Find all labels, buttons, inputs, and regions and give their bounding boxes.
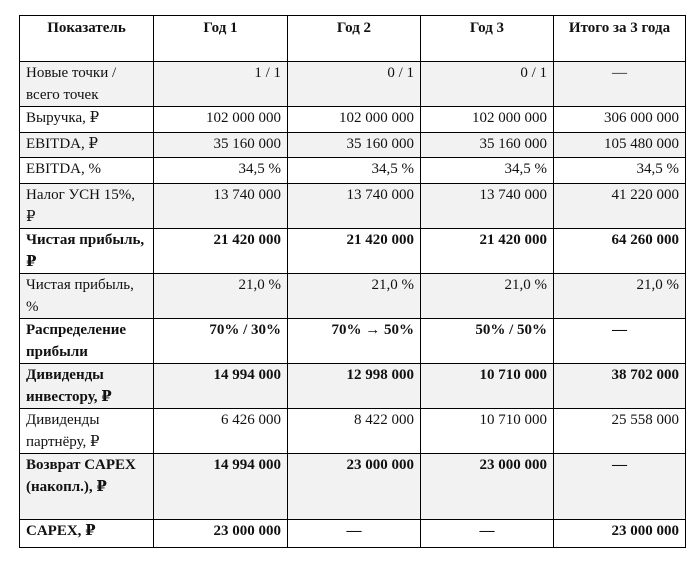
table-row [20,107,686,133]
value-cell: 306 000 000 [554,107,686,133]
row-label: Распределение прибыли [20,319,154,364]
value-cell: 23 000 000 [154,520,288,548]
value-cell: 13 740 000 [288,184,421,229]
value-cell: 21 420 000 [288,229,421,274]
table-row [20,184,686,229]
value-cell: 0 / 1 [421,62,554,107]
row-label: CAPEX, ₽ [20,520,154,548]
value-cell: 23 000 000 [421,454,554,520]
value-cell: 21 420 000 [421,229,554,274]
value-cell: 102 000 000 [288,107,421,133]
table-row [20,158,686,184]
value-cell: 0 / 1 [288,62,421,107]
table-row [20,229,686,274]
value-cell: 13 740 000 [421,184,554,229]
value-cell: 10 710 000 [421,364,554,409]
table-row [20,274,686,319]
value-cell: 23 000 000 [554,520,686,548]
value-cell: 70% / 30% [154,319,288,364]
header-cell: Год 2 [288,16,421,62]
value-cell: 8 422 000 [288,409,421,454]
value-cell: 13 740 000 [154,184,288,229]
value-cell: 21,0 % [288,274,421,319]
value-cell: 10 710 000 [421,409,554,454]
value-cell: 105 480 000 [554,133,686,158]
value-cell: 34,5 % [288,158,421,184]
value-cell: 25 558 000 [554,409,686,454]
row-label: Дивиденды инвестору, ₽ [20,364,154,409]
value-cell: 23 000 000 [288,454,421,520]
value-cell: 34,5 % [421,158,554,184]
value-cell: 102 000 000 [154,107,288,133]
value-cell: 6 426 000 [154,409,288,454]
value-cell: 21,0 % [421,274,554,319]
value-cell: 41 220 000 [554,184,686,229]
value-cell: 35 160 000 [288,133,421,158]
header-cell: Показатель [20,16,154,62]
value-cell: 35 160 000 [154,133,288,158]
row-label: Возврат CAPEX (накопл.), ₽ [20,454,154,520]
row-label: Выручка, ₽ [20,107,154,133]
value-cell: 21,0 % [554,274,686,319]
table-row [20,319,686,364]
table-row [20,520,686,548]
financial-table [19,15,686,548]
value-cell: 1 / 1 [154,62,288,107]
header-row [20,16,686,62]
row-label: Новые точки / всего точек [20,62,154,107]
table-row [20,409,686,454]
row-label: Чистая прибыль, % [20,274,154,319]
value-cell: 34,5 % [554,158,686,184]
header-cell: Итого за 3 года [554,16,686,62]
header-cell: Год 3 [421,16,554,62]
row-label: Дивиденды партнёру, ₽ [20,409,154,454]
row-label: EBITDA, % [20,158,154,184]
row-label: Налог УСН 15%, ₽ [20,184,154,229]
value-cell: — [554,454,686,520]
value-cell: 35 160 000 [421,133,554,158]
value-cell: 50% / 50% [421,319,554,364]
value-cell: — [554,62,686,107]
value-cell: 70% → 50% [288,319,421,364]
table-row [20,454,686,520]
value-cell: 21,0 % [154,274,288,319]
header-cell: Год 1 [154,16,288,62]
value-cell: 38 702 000 [554,364,686,409]
value-cell: 14 994 000 [154,454,288,520]
row-label: EBITDA, ₽ [20,133,154,158]
value-cell: — [554,319,686,364]
value-cell: 102 000 000 [421,107,554,133]
value-cell: 21 420 000 [154,229,288,274]
table-row [20,133,686,158]
value-cell: 64 260 000 [554,229,686,274]
value-cell: — [421,520,554,548]
table-row [20,62,686,107]
value-cell: 14 994 000 [154,364,288,409]
row-label: Чистая прибыль, ₽ [20,229,154,274]
value-cell: 34,5 % [154,158,288,184]
value-cell: — [288,520,421,548]
value-cell: 12 998 000 [288,364,421,409]
table-row [20,364,686,409]
